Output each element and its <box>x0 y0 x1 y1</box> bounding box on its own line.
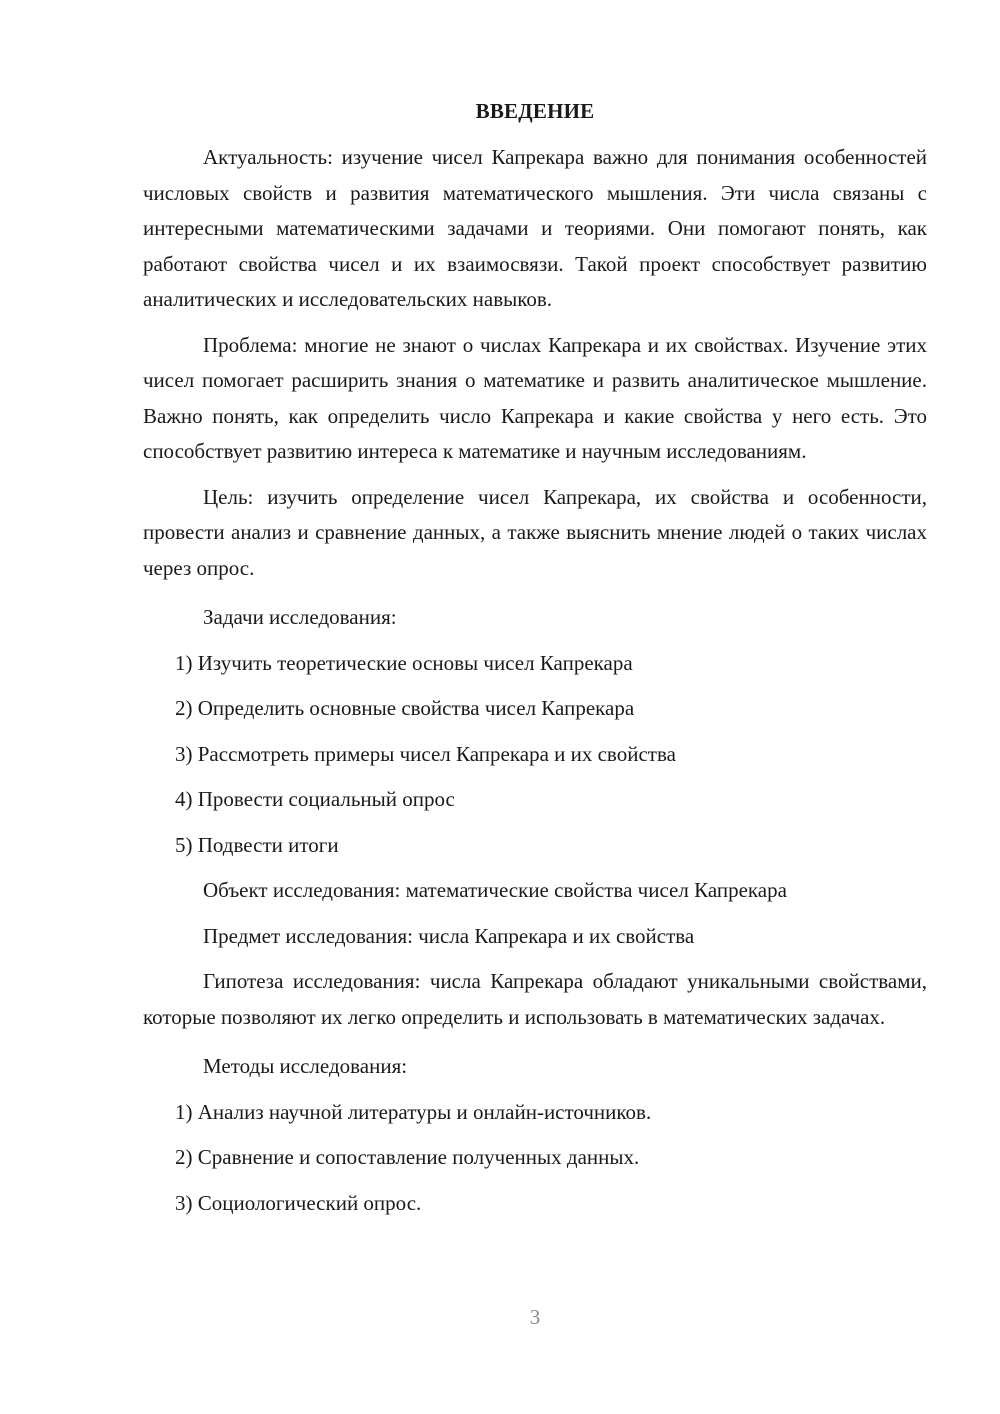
method-item: 1) Анализ научной литературы и онлайн-источников. <box>175 1099 652 1124</box>
method-item: 3) Социологический опрос. <box>175 1190 422 1215</box>
subject-line: Предмет исследования: числа Капрекара и их свойства <box>203 923 695 948</box>
document-page <box>143 94 927 1221</box>
object-line: Объект исследования: математические свойства чисел Капрекара <box>203 878 787 902</box>
methods-heading: Методы исследования: <box>203 1054 408 1078</box>
task-item: 3) Рассмотреть примеры чисел Капрекара и их свойства <box>175 741 676 766</box>
goal-paragraph: Цель: изучить определение чисел Капрекара, их свойства и особенности, провести анализ и сравнение данных, а также выяснить мнение людей о таких числах через опрос. <box>143 484 927 580</box>
task-item: 4) Провести социальный опрос <box>175 787 455 811</box>
relevance-paragraph: Актуальность: изучение чисел Капрекара важно для понимания особенностей числовых свойств и развития математического мышления. Эти числа связаны с интересными математическими задачами и теориями. Они помогают понять, как работают свойства чисел и их взаимосвязи. Такой проект способствует развитию аналитических и исследовательских навыков. <box>143 145 927 311</box>
task-item: 5) Подвести итоги <box>175 832 339 857</box>
task-item: 1) Изучить теоретические основы чисел Капрекара <box>175 650 633 675</box>
hypothesis-paragraph: Гипотеза исследования: числа Капрекара обладают уникальными свойствами, которые позволяют их легко определить и использовать в математических задачах. <box>143 969 927 1029</box>
method-item: 2) Сравнение и сопоставление полученных данных. <box>175 1145 640 1169</box>
tasks-heading: Задачи исследования: <box>203 605 397 629</box>
problem-paragraph: Проблема: многие не знают о числах Капрекара и их свойствах. Изучение этих чисел помогает расширить знания о математике и развить аналитическое мышление. Важно понять, как определить число Капрекара и какие свойства у него есть. Это способствует развитию интереса к математике и научным исследованиям. <box>143 332 927 463</box>
task-item: 2) Определить основные свойства чисел Капрекара <box>175 696 635 720</box>
section-title: ВВЕДЕНИЕ <box>475 99 595 123</box>
page-number: 3 <box>529 1305 541 1329</box>
